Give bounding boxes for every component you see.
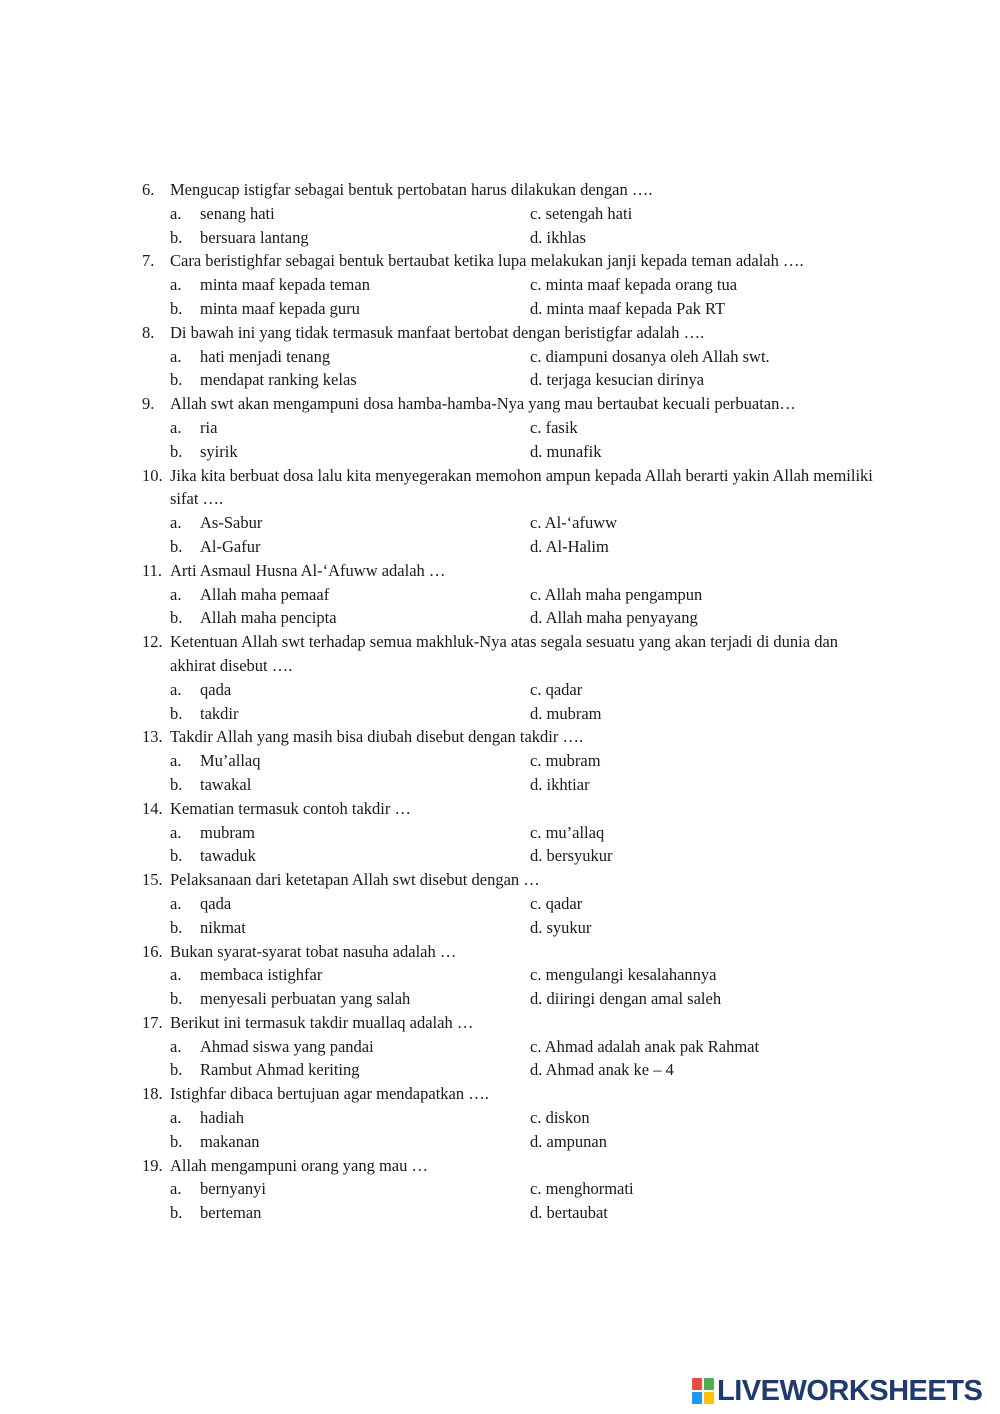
question-item xyxy=(0,178,1000,249)
option-row xyxy=(0,1035,1000,1059)
question-text: Di bawah ini yang tidak termasuk manfaat bertobat dengan beristigfar adalah …. xyxy=(170,322,705,342)
option-c[interactable] xyxy=(530,273,737,297)
question-item xyxy=(0,1154,1000,1225)
option-text: c. mubram xyxy=(530,751,601,771)
option-letter: b. xyxy=(170,298,183,318)
option-text: c. menghormati xyxy=(530,1179,634,1199)
option-letter: a. xyxy=(170,203,182,223)
option-letter: b. xyxy=(170,989,183,1009)
option-text: nikmat xyxy=(200,917,246,937)
question-line xyxy=(0,797,1000,821)
option-row xyxy=(0,511,1000,535)
option-b[interactable] xyxy=(0,1058,530,1082)
option-text: d. bertaubat xyxy=(530,1203,608,1223)
option-letter: b. xyxy=(170,703,183,723)
option-row xyxy=(0,202,1000,226)
question-text: Pelaksanaan dari ketetapan Allah swt disebut dengan … xyxy=(170,870,540,890)
option-a[interactable] xyxy=(0,1035,530,1059)
option-row xyxy=(0,916,1000,940)
logo-blocks-icon xyxy=(692,1378,714,1404)
question-line xyxy=(0,321,1000,345)
option-c[interactable] xyxy=(530,892,582,916)
option-c[interactable] xyxy=(530,821,604,845)
option-letter: b. xyxy=(170,1060,183,1080)
option-letter: a. xyxy=(170,822,182,842)
option-letter: a. xyxy=(170,417,182,437)
option-text: d. minta maaf kepada Pak RT xyxy=(530,298,726,318)
option-letter: a. xyxy=(170,893,182,913)
option-text: d. Al-Halim xyxy=(530,536,609,556)
option-text: Rambut Ahmad keriting xyxy=(200,1060,360,1080)
option-c[interactable] xyxy=(530,583,702,607)
option-row xyxy=(0,273,1000,297)
option-b[interactable] xyxy=(0,368,530,392)
option-text: d. ikhlas xyxy=(530,227,586,247)
option-c[interactable] xyxy=(530,749,601,773)
option-text: c. fasik xyxy=(530,417,578,437)
option-d[interactable] xyxy=(530,773,590,797)
option-row xyxy=(0,749,1000,773)
option-text: d. munafik xyxy=(530,441,602,461)
option-text: Allah maha pencipta xyxy=(200,608,337,628)
option-b[interactable] xyxy=(0,773,530,797)
option-text: d. bersyukur xyxy=(530,846,613,866)
option-a[interactable] xyxy=(0,202,530,226)
option-row xyxy=(0,678,1000,702)
option-row xyxy=(0,821,1000,845)
logo-block xyxy=(704,1378,714,1390)
option-letter: a. xyxy=(170,1179,182,1199)
option-text: hadiah xyxy=(200,1108,244,1128)
option-letter: b. xyxy=(170,1203,183,1223)
question-line xyxy=(0,630,1000,678)
option-d[interactable] xyxy=(530,1201,608,1225)
option-d[interactable] xyxy=(530,368,704,392)
question-number: 14. xyxy=(142,798,163,818)
option-row xyxy=(0,1130,1000,1154)
option-d[interactable] xyxy=(530,844,612,868)
option-text: menyesali perbuatan yang salah xyxy=(200,989,411,1009)
liveworksheets-logo xyxy=(692,1376,982,1406)
option-text: minta maaf kepada teman xyxy=(200,275,370,295)
option-row xyxy=(0,702,1000,726)
option-b[interactable] xyxy=(0,606,530,630)
question-text: Arti Asmaul Husna Al-‘Afuww adalah … xyxy=(170,560,446,580)
option-c[interactable] xyxy=(530,345,770,369)
question-text: Allah mengampuni orang yang mau … xyxy=(170,1155,428,1175)
option-letter: b. xyxy=(170,536,183,556)
question-text: Ketentuan Allah swt terhadap semua makhluk-Nya atas segala sesuatu yang akan terjadi di dunia dan akhirat disebut …. xyxy=(170,632,839,675)
option-letter: a. xyxy=(170,584,182,604)
option-text: mendapat ranking kelas xyxy=(200,370,357,390)
option-row xyxy=(0,297,1000,321)
option-text: makanan xyxy=(200,1131,260,1151)
brand-name: LIVEWORKSHEETS xyxy=(717,1375,983,1407)
option-a[interactable] xyxy=(0,749,530,773)
option-row xyxy=(0,987,1000,1011)
question-text: Jika kita berbuat dosa lalu kita menyegerakan memohon ampun kepada Allah berarti yakin Allah memiliki sifat …. xyxy=(170,465,873,509)
option-d[interactable] xyxy=(530,226,586,250)
option-text: minta maaf kepada guru xyxy=(200,298,360,318)
option-letter: b. xyxy=(170,608,183,628)
option-d[interactable] xyxy=(530,1058,674,1082)
option-a[interactable] xyxy=(0,583,530,607)
question-item xyxy=(0,1011,1000,1082)
option-b[interactable] xyxy=(0,535,530,559)
option-a[interactable] xyxy=(0,511,530,535)
option-b[interactable] xyxy=(0,987,530,1011)
question-line xyxy=(0,392,1000,416)
question-item xyxy=(0,559,1000,630)
option-d[interactable] xyxy=(530,1130,607,1154)
question-number: 16. xyxy=(142,941,163,961)
option-letter: b. xyxy=(170,917,183,937)
option-text: d. mubram xyxy=(530,703,602,723)
question-item xyxy=(0,868,1000,939)
option-text: membaca istighfar xyxy=(200,965,323,985)
question-number: 11. xyxy=(142,560,163,580)
option-b[interactable] xyxy=(0,297,530,321)
question-item xyxy=(0,797,1000,868)
option-text: d. ampunan xyxy=(530,1131,607,1151)
option-d[interactable] xyxy=(530,606,698,630)
option-letter: b. xyxy=(170,846,183,866)
logo-block xyxy=(692,1392,702,1404)
logo-block xyxy=(692,1378,702,1390)
option-text: hati menjadi tenang xyxy=(200,346,331,366)
option-letter: a. xyxy=(170,1108,182,1128)
option-text: c. Allah maha pengampun xyxy=(530,584,703,604)
option-letter: b. xyxy=(170,441,183,461)
question-line xyxy=(0,1082,1000,1106)
option-letter: b. xyxy=(170,370,183,390)
question-item xyxy=(0,392,1000,463)
option-letter: b. xyxy=(170,1131,183,1151)
question-line xyxy=(0,1011,1000,1035)
option-letter: a. xyxy=(170,679,182,699)
question-number: 8. xyxy=(142,322,155,342)
question-text: Berikut ini termasuk takdir muallaq adalah … xyxy=(170,1012,474,1032)
question-text: Mengucap istigfar sebagai bentuk pertobatan harus dilakukan dengan …. xyxy=(170,180,653,199)
option-letter: a. xyxy=(170,346,182,366)
question-list xyxy=(0,178,1000,1225)
option-row xyxy=(0,963,1000,987)
option-b[interactable] xyxy=(0,702,530,726)
question-number: 9. xyxy=(142,394,155,414)
question-text: Cara beristighfar sebagai bentuk bertaubat ketika lupa melakukan janji kepada teman adalah …. xyxy=(170,251,804,271)
option-text: tawaduk xyxy=(200,846,256,866)
question-item xyxy=(0,249,1000,320)
option-row xyxy=(0,368,1000,392)
option-text: d. syukur xyxy=(530,917,592,937)
option-b[interactable] xyxy=(0,440,530,464)
option-text: c. mu’allaq xyxy=(530,822,605,842)
question-number: 10. xyxy=(142,465,163,485)
question-item xyxy=(0,1082,1000,1153)
option-letter: a. xyxy=(170,513,182,533)
question-number: 6. xyxy=(142,180,155,199)
option-row xyxy=(0,606,1000,630)
option-row xyxy=(0,416,1000,440)
option-c[interactable] xyxy=(530,416,578,440)
option-text: mubram xyxy=(200,822,255,842)
question-text: Takdir Allah yang masih bisa diubah disebut dengan takdir …. xyxy=(170,727,584,747)
option-text: syirik xyxy=(200,441,238,461)
option-c[interactable] xyxy=(530,1106,590,1130)
option-a[interactable] xyxy=(0,821,530,845)
option-text: tawakal xyxy=(200,774,252,794)
option-a[interactable] xyxy=(0,1177,530,1201)
question-line xyxy=(0,178,1000,202)
question-item xyxy=(0,464,1000,559)
option-row xyxy=(0,1177,1000,1201)
option-b[interactable] xyxy=(0,916,530,940)
question-line xyxy=(0,464,1000,512)
option-text: ria xyxy=(200,417,218,437)
option-a[interactable] xyxy=(0,1106,530,1130)
option-c[interactable] xyxy=(530,963,716,987)
option-d[interactable] xyxy=(530,440,602,464)
option-row xyxy=(0,535,1000,559)
question-line xyxy=(0,940,1000,964)
option-a[interactable] xyxy=(0,892,530,916)
option-text: c. minta maaf kepada orang tua xyxy=(530,275,738,295)
option-c[interactable] xyxy=(530,202,632,226)
option-c[interactable] xyxy=(530,1177,634,1201)
option-text: takdir xyxy=(200,703,239,723)
option-d[interactable] xyxy=(530,916,591,940)
question-line xyxy=(0,1154,1000,1178)
option-text: c. qadar xyxy=(530,893,583,913)
option-letter: a. xyxy=(170,751,182,771)
option-row xyxy=(0,1106,1000,1130)
question-number: 18. xyxy=(142,1084,163,1104)
worksheet xyxy=(0,178,1000,1225)
option-text: d. ikhtiar xyxy=(530,774,590,794)
question-item xyxy=(0,725,1000,796)
question-number: 15. xyxy=(142,870,163,890)
question-number: 17. xyxy=(142,1012,163,1032)
question-number: 7. xyxy=(142,251,155,271)
option-text: c. setengah hati xyxy=(530,203,633,223)
question-item xyxy=(0,321,1000,392)
question-text: Kematian termasuk contoh takdir … xyxy=(170,798,412,818)
option-row xyxy=(0,773,1000,797)
option-text: c. Al-‘afuww xyxy=(530,513,618,533)
option-text: c. diampuni dosanya oleh Allah swt. xyxy=(530,346,770,366)
option-row xyxy=(0,1058,1000,1082)
option-row xyxy=(0,345,1000,369)
option-text: d. terjaga kesucian dirinya xyxy=(530,370,705,390)
option-c[interactable] xyxy=(530,678,582,702)
question-line xyxy=(0,868,1000,892)
question-line xyxy=(0,249,1000,273)
option-a[interactable] xyxy=(0,345,530,369)
option-text: d. Allah maha penyayang xyxy=(530,608,698,628)
option-row xyxy=(0,1201,1000,1225)
option-text: qada xyxy=(200,679,232,699)
option-b[interactable] xyxy=(0,1130,530,1154)
question-text: Istighfar dibaca bertujuan agar mendapatkan …. xyxy=(170,1084,489,1104)
option-b[interactable] xyxy=(0,226,530,250)
question-number: 19. xyxy=(142,1155,163,1175)
option-a[interactable] xyxy=(0,416,530,440)
question-item xyxy=(0,630,1000,725)
logo-block xyxy=(704,1392,714,1404)
option-row xyxy=(0,892,1000,916)
option-letter: b. xyxy=(170,227,183,247)
option-text: As-Sabur xyxy=(200,513,263,533)
option-text: Mu’allaq xyxy=(200,751,261,771)
option-text: c. Ahmad adalah anak pak Rahmat xyxy=(530,1036,760,1056)
option-letter: b. xyxy=(170,774,183,794)
option-letter: a. xyxy=(170,965,182,985)
option-b[interactable] xyxy=(0,844,530,868)
option-row xyxy=(0,440,1000,464)
question-text: Bukan syarat-syarat tobat nasuha adalah … xyxy=(170,941,457,961)
option-text: bernyanyi xyxy=(200,1179,266,1199)
option-text: d. diiringi dengan amal saleh xyxy=(530,989,722,1009)
option-row xyxy=(0,226,1000,250)
question-number: 12. xyxy=(142,632,163,652)
question-line xyxy=(0,559,1000,583)
option-text: senang hati xyxy=(200,203,275,223)
option-letter: a. xyxy=(170,1036,182,1056)
option-text: berteman xyxy=(200,1203,262,1223)
option-text: Al-Gafur xyxy=(200,536,261,556)
option-text: c. diskon xyxy=(530,1108,590,1128)
option-text: d. Ahmad anak ke – 4 xyxy=(530,1060,674,1080)
option-a[interactable] xyxy=(0,963,530,987)
option-c[interactable] xyxy=(530,511,617,535)
option-b[interactable] xyxy=(0,1201,530,1225)
option-d[interactable] xyxy=(530,702,602,726)
question-text: Allah swt akan mengampuni dosa hamba-hamba-Nya yang mau bertaubat kecuali perbuatan… xyxy=(170,394,796,414)
option-letter: a. xyxy=(170,275,182,295)
option-row xyxy=(0,583,1000,607)
option-text: qada xyxy=(200,893,232,913)
question-number: 13. xyxy=(142,727,163,747)
option-d[interactable] xyxy=(530,535,609,559)
option-text: c. qadar xyxy=(530,679,583,699)
option-d[interactable] xyxy=(530,297,725,321)
option-a[interactable] xyxy=(0,678,530,702)
option-d[interactable] xyxy=(530,987,721,1011)
option-a[interactable] xyxy=(0,273,530,297)
option-text: c. mengulangi kesalahannya xyxy=(530,965,717,985)
question-item xyxy=(0,940,1000,1011)
option-row xyxy=(0,844,1000,868)
option-text: Allah maha pemaaf xyxy=(200,584,330,604)
option-text: Ahmad siswa yang pandai xyxy=(200,1036,374,1056)
option-text: bersuara lantang xyxy=(200,227,309,247)
option-c[interactable] xyxy=(530,1035,759,1059)
question-line xyxy=(0,725,1000,749)
